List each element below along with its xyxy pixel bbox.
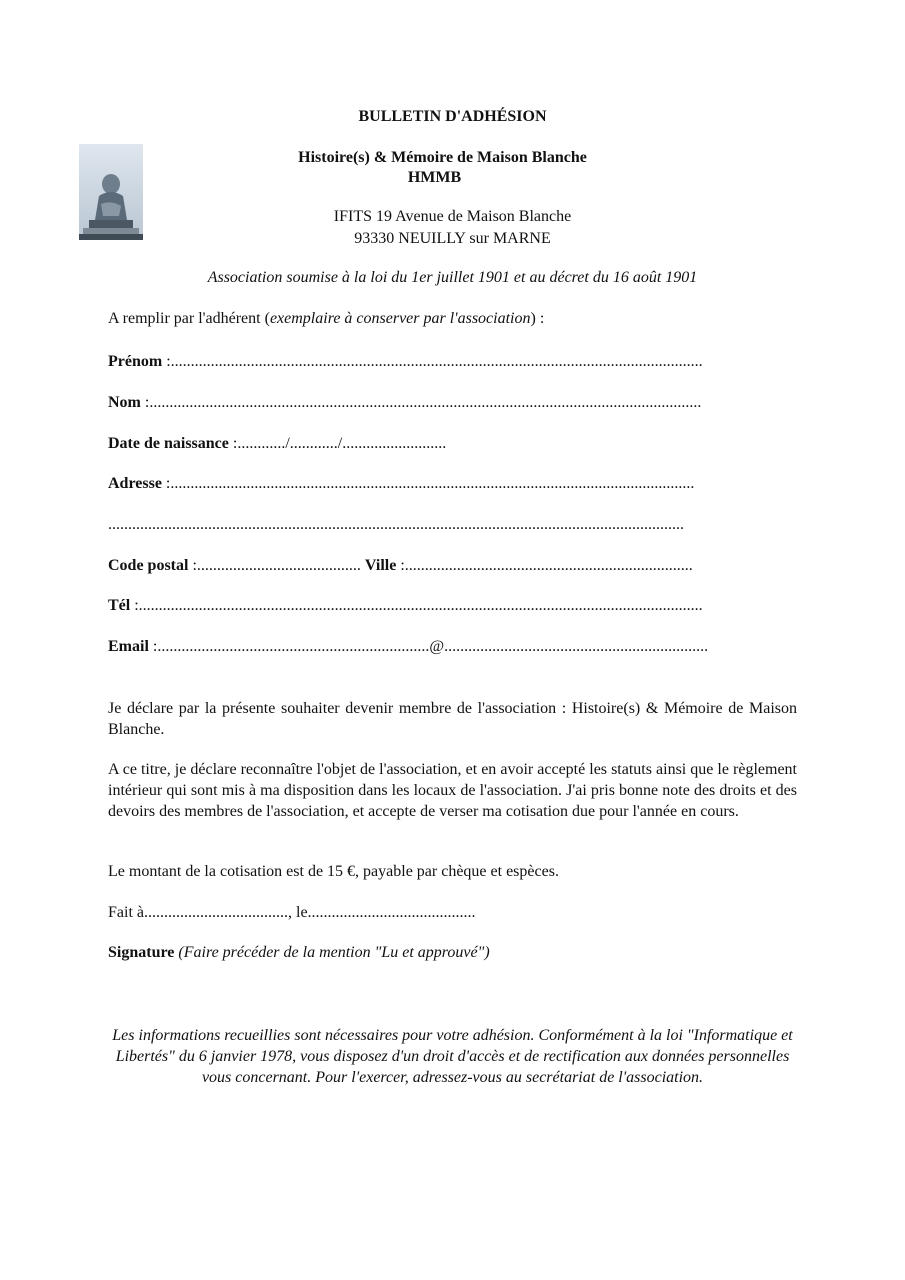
field-line-date-naissance[interactable]: :............/............/.......................... [232,435,447,452]
field-label-prenom: Prénom [108,353,163,370]
field-label-date-naissance: Date de naissance [108,435,229,452]
field-label-code-postal: Code postal [108,557,189,574]
field-label-email: Email [108,638,149,655]
address-line-2: 93330 NEUILLY sur MARNE [354,230,551,247]
field-line-prenom[interactable]: :..................................................................................................................................... [166,353,703,370]
legal-note: Association soumise à la loi du 1er juillet 1901 et au décret du 16 août 1901 [207,269,698,286]
cotisation-line: Le montant de la cotisation est de 15 €, payable par chèque et espèces. [108,863,559,880]
field-adresse[interactable] [108,474,694,494]
address-line-1: IFITS 19 Avenue de Maison Blanche [333,208,572,225]
engagement-paragraph: A ce titre, je déclare reconnaître l'objet de l'association, et en avoir accepté les statuts ainsi que le règlement intérieur qui sont mis à ma disposition dans les locaux de l'association. J'ai pris bonne note des droits et des devoirs des membres de l'association, et accepte de verser ma cotisation due pour l'année en cours. [108,761,797,820]
field-label-tel: Tél [108,597,131,614]
field-tel[interactable] [108,596,703,616]
field-line-code-postal[interactable]: :......................................... [192,557,361,574]
association-name: Histoire(s) & Mémoire de Maison Blanche [298,149,587,166]
field-label-ville: Ville [364,557,397,574]
field-date-naissance[interactable] [108,434,446,454]
field-line-tel[interactable]: :............................................................................................................................................. [134,597,703,614]
field-line-ville[interactable]: :........................................................................ [400,557,693,574]
field-nom[interactable] [108,393,701,413]
declaration-paragraph: Je déclare par la présente souhaiter devenir membre de l'association : Histoire(s) & Mémoire de Maison Blanche. [108,700,797,738]
field-prenom[interactable] [108,352,703,372]
privacy-notice: Les informations recueillies sont nécessaires pour votre adhésion. Conformément à la loi "Informatique et Libertés" du 6 janvier 1978, vous disposez d'un droit d'accès et de rectification aux données personnelles vous concernant. Pour l'exercer, adressez-vous au secrétariat de l'association. [112,1027,793,1086]
association-acronym: HMMB [407,169,462,186]
field-code-postal-ville[interactable] [108,556,693,576]
field-label-nom: Nom [108,394,141,411]
field-label-adresse: Adresse [108,475,162,492]
form-title: BULLETIN D'ADHÉSION [358,108,547,125]
field-line-email[interactable]: :....................................................................@.................................................................. [152,638,709,655]
signature-note: (Faire précéder de la mention "Lu et approuvé") [178,944,490,961]
field-line-adresse[interactable]: :................................................................................................................................... [165,475,695,492]
signature-label: Signature [108,944,175,961]
field-email[interactable] [108,637,708,657]
intro-line: A remplir par l'adhérent (exemplaire à conserver par l'association) : [108,310,545,327]
field-line-nom[interactable]: :.......................................................................................................................................... [144,394,702,411]
signature-line [108,943,490,963]
fait-a-line[interactable]: Fait à...................................., le.......................................... [108,904,476,921]
field-line-adresse-2[interactable]: ................................................................................................................................................ [108,516,684,533]
